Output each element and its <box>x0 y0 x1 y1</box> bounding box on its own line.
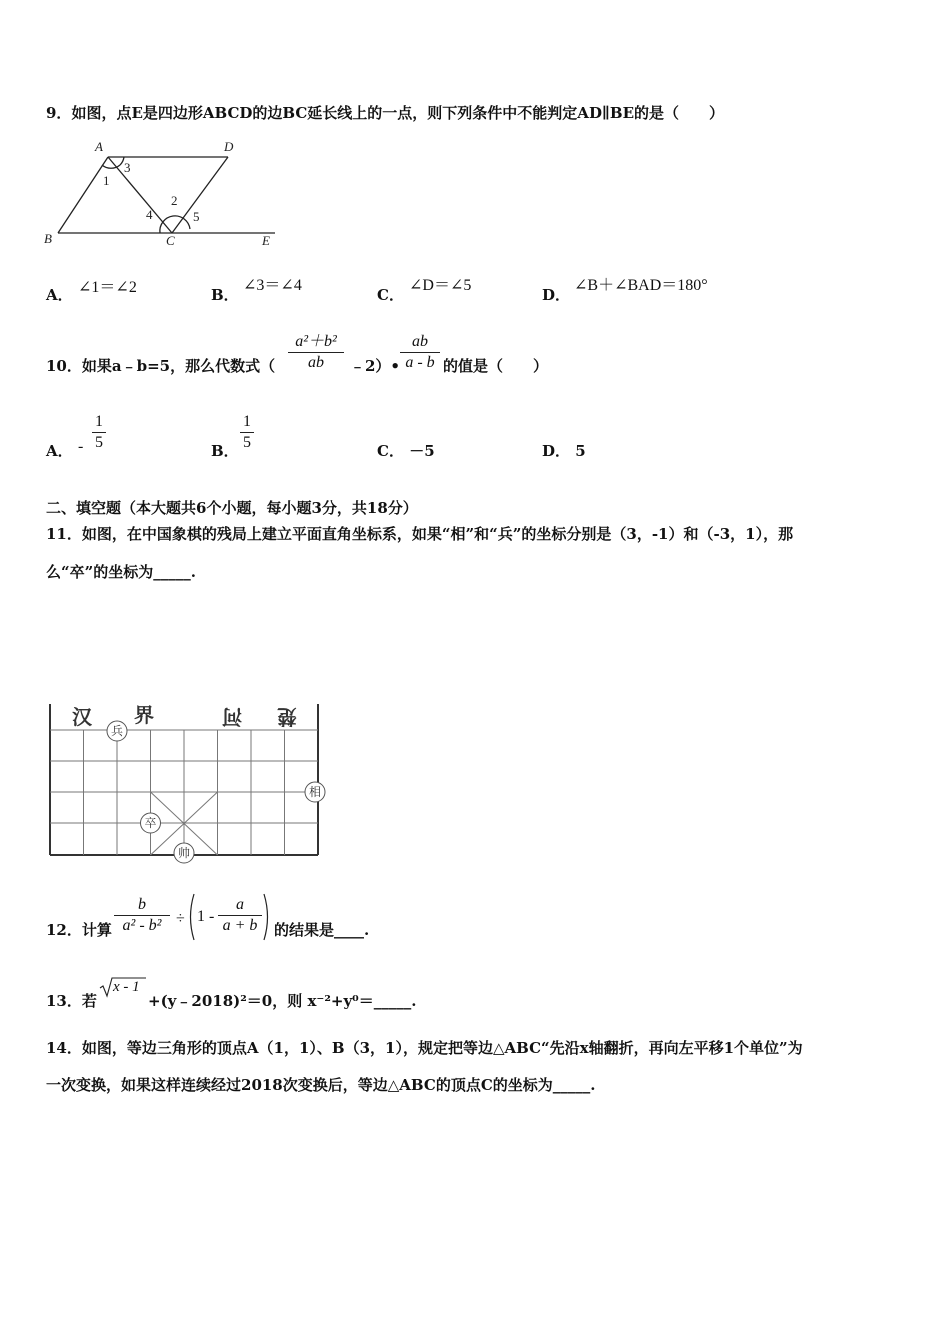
denominator: a + b <box>222 917 258 934</box>
q10-stem-start <box>46 355 275 376</box>
q9-option-b[interactable] <box>211 284 239 305</box>
angle-4: 4 <box>146 207 153 222</box>
angle-2: 2 <box>171 193 178 208</box>
q12-suffix: 的结果是____. <box>274 921 370 939</box>
angle-5: 5 <box>193 209 200 224</box>
angle-3: 3 <box>124 160 131 175</box>
q12-stem-start <box>46 919 112 940</box>
q10-frac2-denominator: a - b <box>405 354 435 371</box>
option-content: 5 <box>575 442 586 460</box>
q10-number: 10． <box>46 357 82 375</box>
numerator: b <box>138 896 146 913</box>
river-text-han: 汉 <box>72 707 92 729</box>
river-text-jie: 界 <box>134 705 154 727</box>
q10-option-b-fraction <box>240 412 254 453</box>
q10-prefix: 如果a﹣b=5，那么代数式（ <box>81 357 276 375</box>
piece-zu-label: 卒 <box>144 816 157 830</box>
label-a: A <box>95 139 103 154</box>
q9-option-b-content: ∠3＝∠4 <box>243 277 302 294</box>
line-ab <box>58 157 108 233</box>
q14-text: 如图，等边三角形的顶点A（1，1）、B（3，1），规定把等边△ABC“先沿x轴翻折，再向左平移1个单位”为 <box>81 1039 803 1057</box>
q10-fraction-1 <box>288 332 344 373</box>
denominator: 5 <box>243 434 251 451</box>
river-text-he: 河 <box>222 705 242 727</box>
q10-option-c[interactable] <box>377 440 435 461</box>
numerator: 1 <box>243 413 251 430</box>
q12-number: 12． <box>46 921 82 939</box>
q9-option-c[interactable] <box>377 284 404 305</box>
q13-number: 13． <box>46 992 82 1010</box>
numerator: 1 <box>95 413 103 430</box>
option-letter: B． <box>211 286 239 304</box>
q9-option-a-content: ∠1＝∠2 <box>78 279 137 296</box>
option-letter: C． <box>377 442 404 460</box>
q10-option-a-fraction <box>92 412 106 453</box>
label-d: D <box>224 139 234 154</box>
q12-fraction-1 <box>114 895 170 936</box>
q10-suffix: 的值是（ ） <box>443 357 549 375</box>
piece-shuai-label: 帅 <box>177 846 191 860</box>
numerator: a <box>236 896 244 913</box>
label-c: C <box>166 233 175 248</box>
q13-stem-start <box>46 990 97 1011</box>
q13-radicand: x - 1 <box>113 979 140 995</box>
q12-left-paren <box>186 892 196 942</box>
q10-option-a[interactable] <box>46 440 73 461</box>
q12-fraction-2 <box>218 895 262 936</box>
label-b: B <box>44 231 52 246</box>
chess-board-figure <box>44 700 334 870</box>
q10-option-d[interactable] <box>542 440 586 461</box>
q10-option-b[interactable] <box>211 440 239 461</box>
q9-text: 如图，点E是四边形ABCD的边BC延长线上的一点，则下列条件中不能判定AD∥BE的是（ ） <box>71 104 725 122</box>
q10-fraction-2 <box>400 332 440 373</box>
q9-number: 9． <box>46 104 72 122</box>
piece-xiang-label: 相 <box>308 785 322 799</box>
q10-middle: ﹣2）• <box>350 357 401 375</box>
option-letter: C． <box>377 286 404 304</box>
option-letter: A． <box>46 286 73 304</box>
option-letter: D． <box>542 286 571 304</box>
line-dc <box>172 157 228 233</box>
q12-one-minus: 1 - <box>197 908 215 925</box>
section-heading: 二、填空题（本大题共6个小题，每小题3分，共18分） <box>46 499 418 517</box>
q9-option-a[interactable] <box>46 284 73 305</box>
q13-label: 若 <box>81 992 97 1010</box>
q13-rest: +(y﹣2018)²＝0，则 x⁻²+y⁰＝_____. <box>148 992 417 1010</box>
q10-frac2-numerator: ab <box>412 333 428 350</box>
q9-stem <box>46 102 724 123</box>
q9-option-d-content: ∠B＋∠BAD＝180° <box>574 277 708 294</box>
q10-frac1-numerator: a²＋b² <box>295 333 337 350</box>
q12-divide: ÷ <box>176 910 185 927</box>
denominator: a² - b² <box>122 917 162 934</box>
option-letter: D． <box>542 442 571 460</box>
denominator: 5 <box>95 434 103 451</box>
q10-frac1-denominator: ab <box>308 354 324 371</box>
option-letter: B． <box>211 442 239 460</box>
q12-label: 计算 <box>81 921 112 939</box>
q9-option-c-content: ∠D＝∠5 <box>409 277 472 294</box>
q11-number: 11． <box>46 525 82 543</box>
q9-figure <box>40 135 290 250</box>
q14-line2: 一次变换，如果这样连续经过2018次变换后，等边△ABC的顶点C的坐标为_____. <box>46 1076 596 1094</box>
q11-line2: 么“卒”的坐标为_____. <box>46 563 196 581</box>
q12-right-paren <box>262 892 272 942</box>
q14-line1 <box>46 1037 803 1058</box>
q11-text: 如图，在中国象棋的残局上建立平面直角坐标系，如果“相”和“兵”的坐标分别是（3，-1）和（-3，1），那 <box>81 525 794 543</box>
piece-bing-label: 兵 <box>110 724 124 738</box>
river-text-chu: 楚 <box>277 705 297 727</box>
angle-1: 1 <box>103 173 110 188</box>
q10-option-a-sign: - <box>78 438 84 455</box>
q9-option-d[interactable] <box>542 284 570 305</box>
q14-number: 14． <box>46 1039 82 1057</box>
option-letter: A． <box>46 442 73 460</box>
label-e: E <box>262 233 270 248</box>
option-content: －5 <box>409 442 435 460</box>
q11-line1 <box>46 523 793 544</box>
